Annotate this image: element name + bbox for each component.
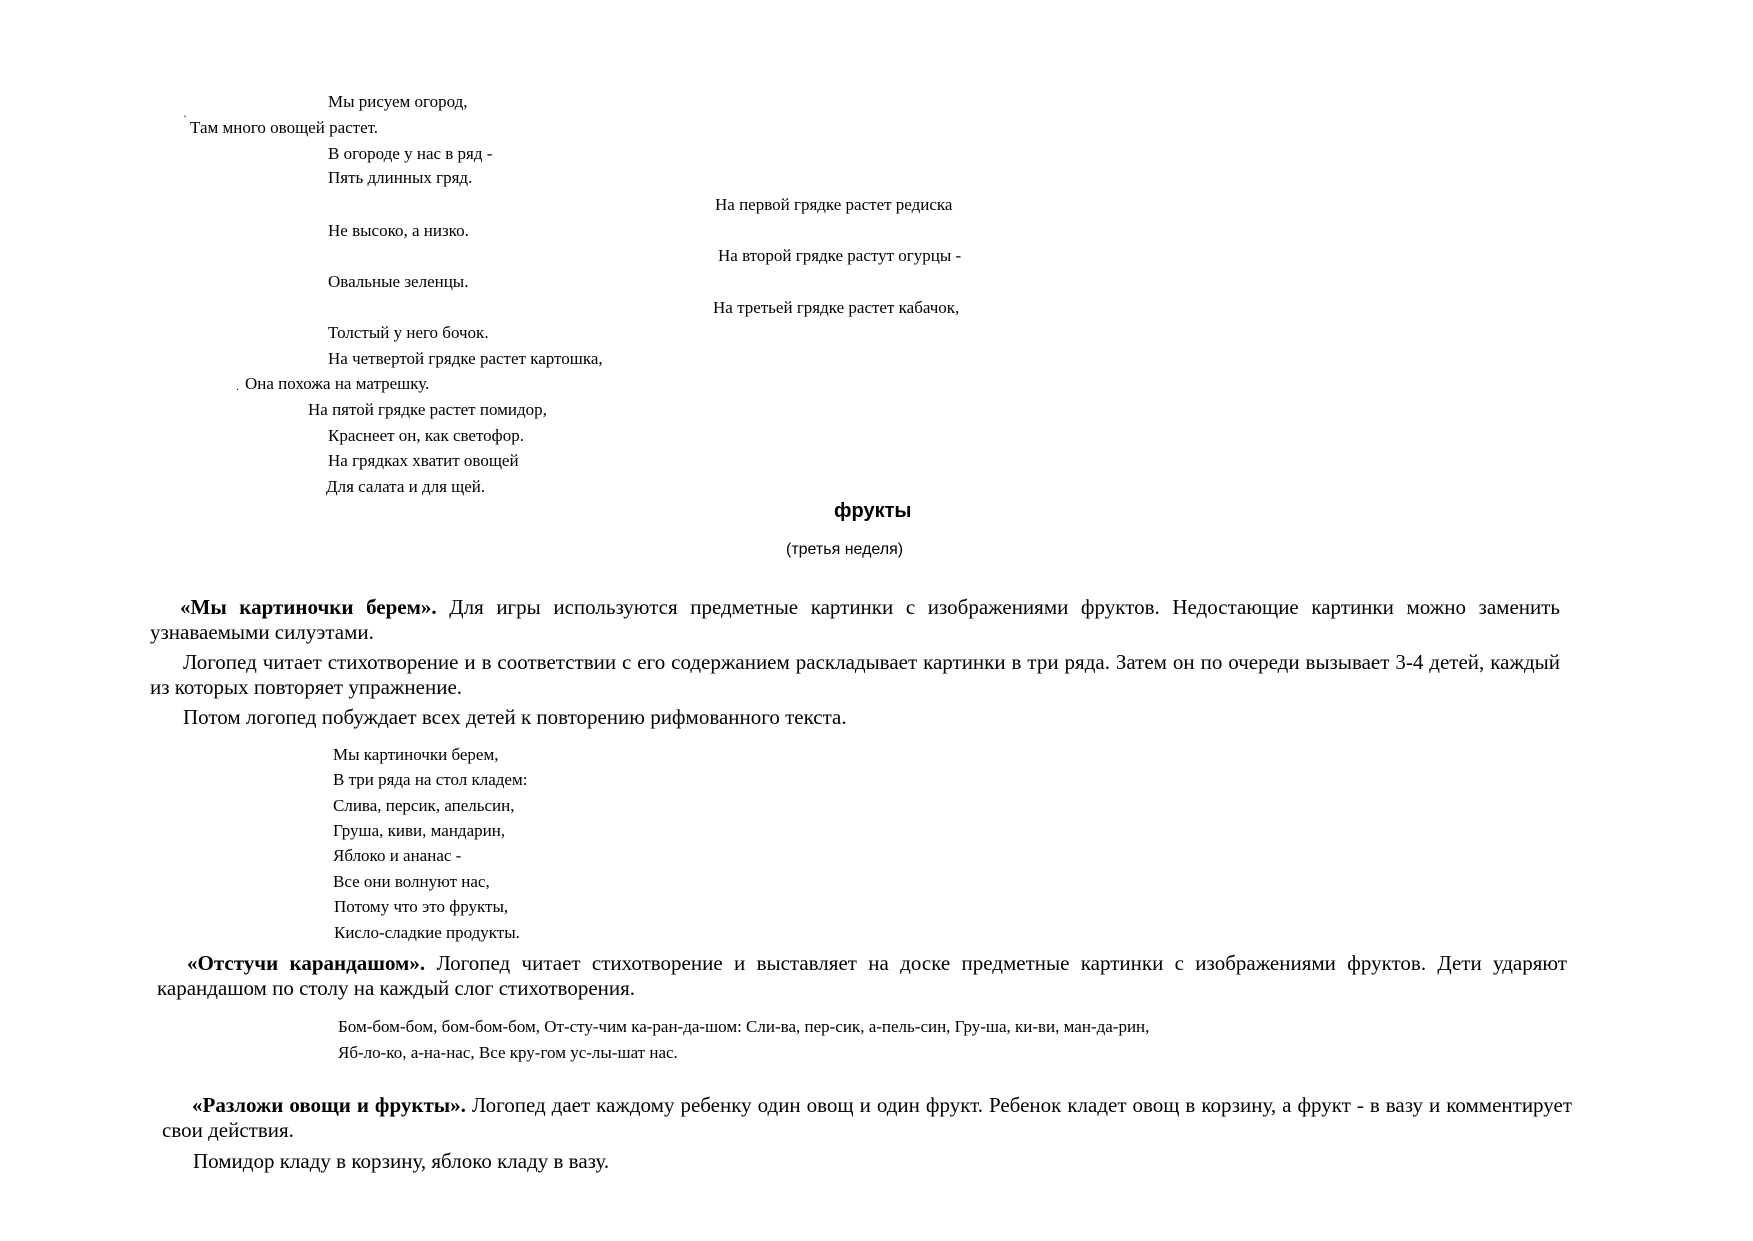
poem-line: Груша, киви, мандарин, [333,821,506,840]
poem-line: На пятой грядке растет помидор, [308,400,547,419]
poem-line: Толстый у него бочок. [328,323,489,342]
game2-paragraph [157,951,1567,1001]
poem-line: Яблоко и ананас - [333,846,462,865]
stray-mark: · [183,109,187,123]
game3-title: «Разложи овощи и фрукты». [192,1093,466,1117]
game1-paragraph [150,595,1560,645]
poem-line: На второй грядке растут огурцы - [718,246,962,265]
section-subtitle: (третья неделя) [786,541,904,558]
game3-example: Помидор кладу в корзину, яблоко кладу в вазу. [193,1149,610,1173]
game2-title: «Отстучи карандашом». [187,951,426,975]
poem-line: На первой грядке растет редиска [715,195,953,214]
section-title: фрукты [834,500,912,522]
game3-paragraph [162,1093,1572,1143]
game1-paragraph-3: Потом логопед побуждает всех детей к повторению рифмованного текста. [183,705,847,729]
poem-line: Мы рисуем огород, [328,92,468,111]
game1-paragraph-2: Логопед читает стихотворение и в соответствии с его содержанием раскладывает картинки в три ряда. Затем он по очереди вызывает 3-4 детей, каждый из которых повторяет упражнение. [150,650,1560,699]
game2-description: Логопед читает стихотворение и выставляет на доске предметные картинки с изображениями фруктов. Дети ударяют карандашом по столу на каждый слог стихотворения. [157,951,1567,1000]
poem-line: Потому что это фрукты, [334,897,509,916]
poem-line: Там много овощей растет. [190,118,379,137]
poem-line: Кисло-сладкие продукты. [334,923,520,942]
game1-title: «Мы картиночки берем». [180,595,437,619]
poem-line: В три ряда на стол кладем: [333,770,528,789]
poem-line: Краснеет он, как светофор. [328,426,524,445]
poem-line: Для салата и для щей. [326,477,486,496]
stray-mark: . [236,379,239,393]
poem-line: В огороде у нас в ряд - [328,144,493,163]
poem-line: Бом-бом-бом, бом-бом-бом, От-сту-чим ка-ран-да-шом: Сли-ва, пер-сик, а-пель-син, Гру-ша, ки-ви, ман-да-рин, [338,1017,1150,1036]
poem-line: Мы картиночки берем, [333,745,499,764]
poem-line: На четвертой грядке растет картошка, [328,349,603,368]
poem-line: Не высоко, а низко. [328,221,469,240]
poem-line: На третьей грядке растет кабачок, [713,298,960,317]
poem-line: Все они волнуют нас, [333,872,490,891]
poem-line: Овальные зеленцы. [328,272,469,291]
poem-line: Пять длинных гряд. [328,168,473,187]
game1-description: Для игры используются предметные картинки с изображениями фруктов. Недостающие картинки можно заменить узнаваемыми силуэтами. [150,595,1560,644]
poem-line: Слива, персик, апельсин, [333,796,515,815]
game3-description: Логопед дает каждому ребенку один овощ и один фрукт. Ребенок кладет овощ в корзину, а фрукт - в вазу и комментирует свои действия. [162,1093,1573,1142]
poem-line: Она похожа на матрешку. [245,374,430,393]
poem-line: На грядках хватит овощей [328,451,519,470]
poem-line: Яб-ло-ко, а-на-нас, Все кру-гом ус-лы-шат нас. [338,1043,678,1062]
